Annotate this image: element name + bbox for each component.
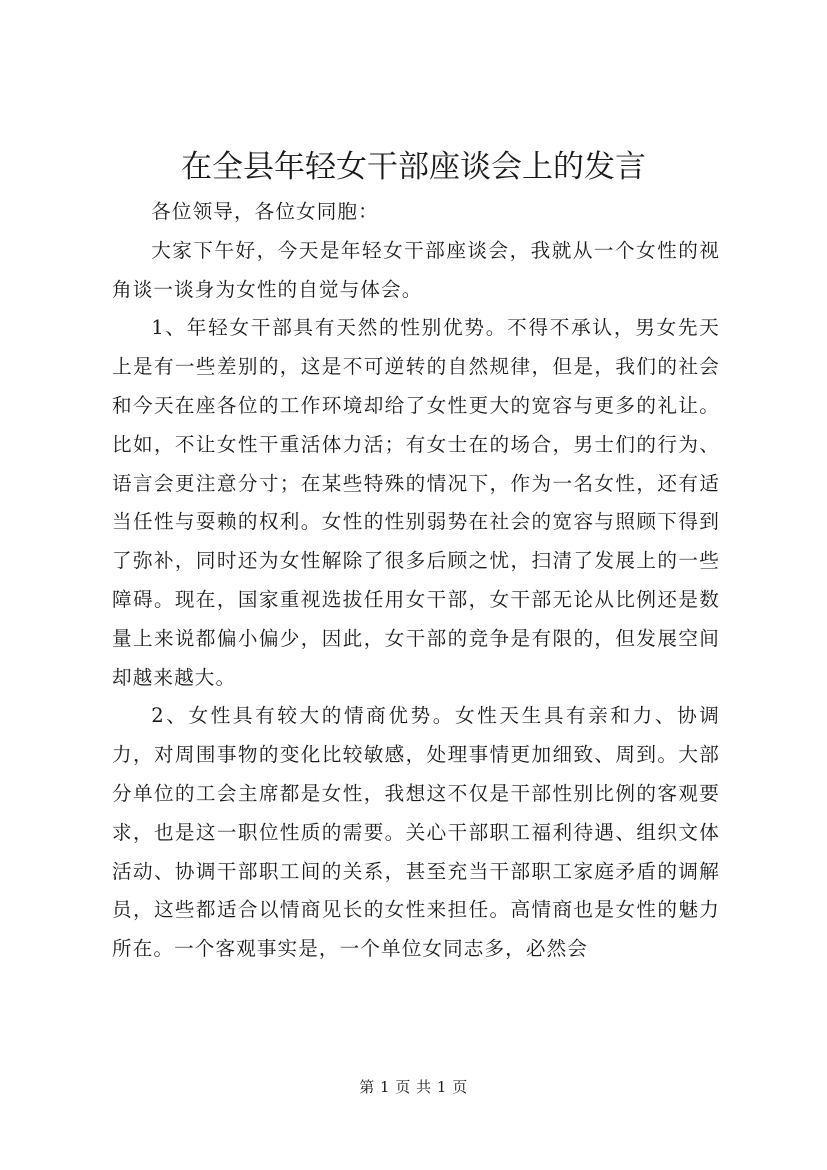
document-body	[112, 193, 720, 969]
salutation-paragraph: 各位领导，各位女同胞：	[151, 200, 379, 223]
opening-paragraph: 大家下午好，今天是年轻女干部座谈会，我就从一个女性的视角谈一谈身为女性的自觉与体会。	[112, 238, 720, 301]
eq-advantage-paragraph: 2、女性具有较大的情商优势。女性天生具有亲和力、协调力，对周围事物的变化比较敏感，处理事情更加细致、周到。大部分单位的工会主席都是女性，我想这不仅是干部性别比例的客观要求，也是这一职位性质的需要。关心干部职工福利待遇、组织文体活动、协调干部职工间的关系，甚至充当干部职工家庭矛盾的调解员，这些都适合以情商见长的女性来担任。高情商也是女性的魅力所在。一个客观事实是，一个单位女同志多，必然会	[112, 704, 720, 961]
gender-advantage-paragraph: 1、年轻女干部具有天然的性别优势。不得不承认，男女先天上是有一些差别的，这是不可逆转的自然规律，但是，我们的社会和今天在座各位的工作环境却给了女性更大的宽容与更多的礼让。比如，不让女性干重活体力活；有女士在的场合，男士们的行为、语言会更注意分寸；在某些特殊的情况下，作为一名女性，还有适当任性与耍赖的权利。女性的性别弱势在社会的宽容与照顾下得到了弥补，同时还为女性解除了很多后顾之忧，扫清了发展上的一些障碍。现在，国家重视选拔任用女干部，女干部无论从比例还是数量上来说都偏小偏少，因此，女干部的竞争是有限的，但发展空间却越来越大。	[112, 316, 720, 689]
document-title: 在全县年轻女干部座谈会上的发言	[181, 149, 646, 185]
page-footer: 第 1 页 共 1 页	[359, 1078, 468, 1096]
